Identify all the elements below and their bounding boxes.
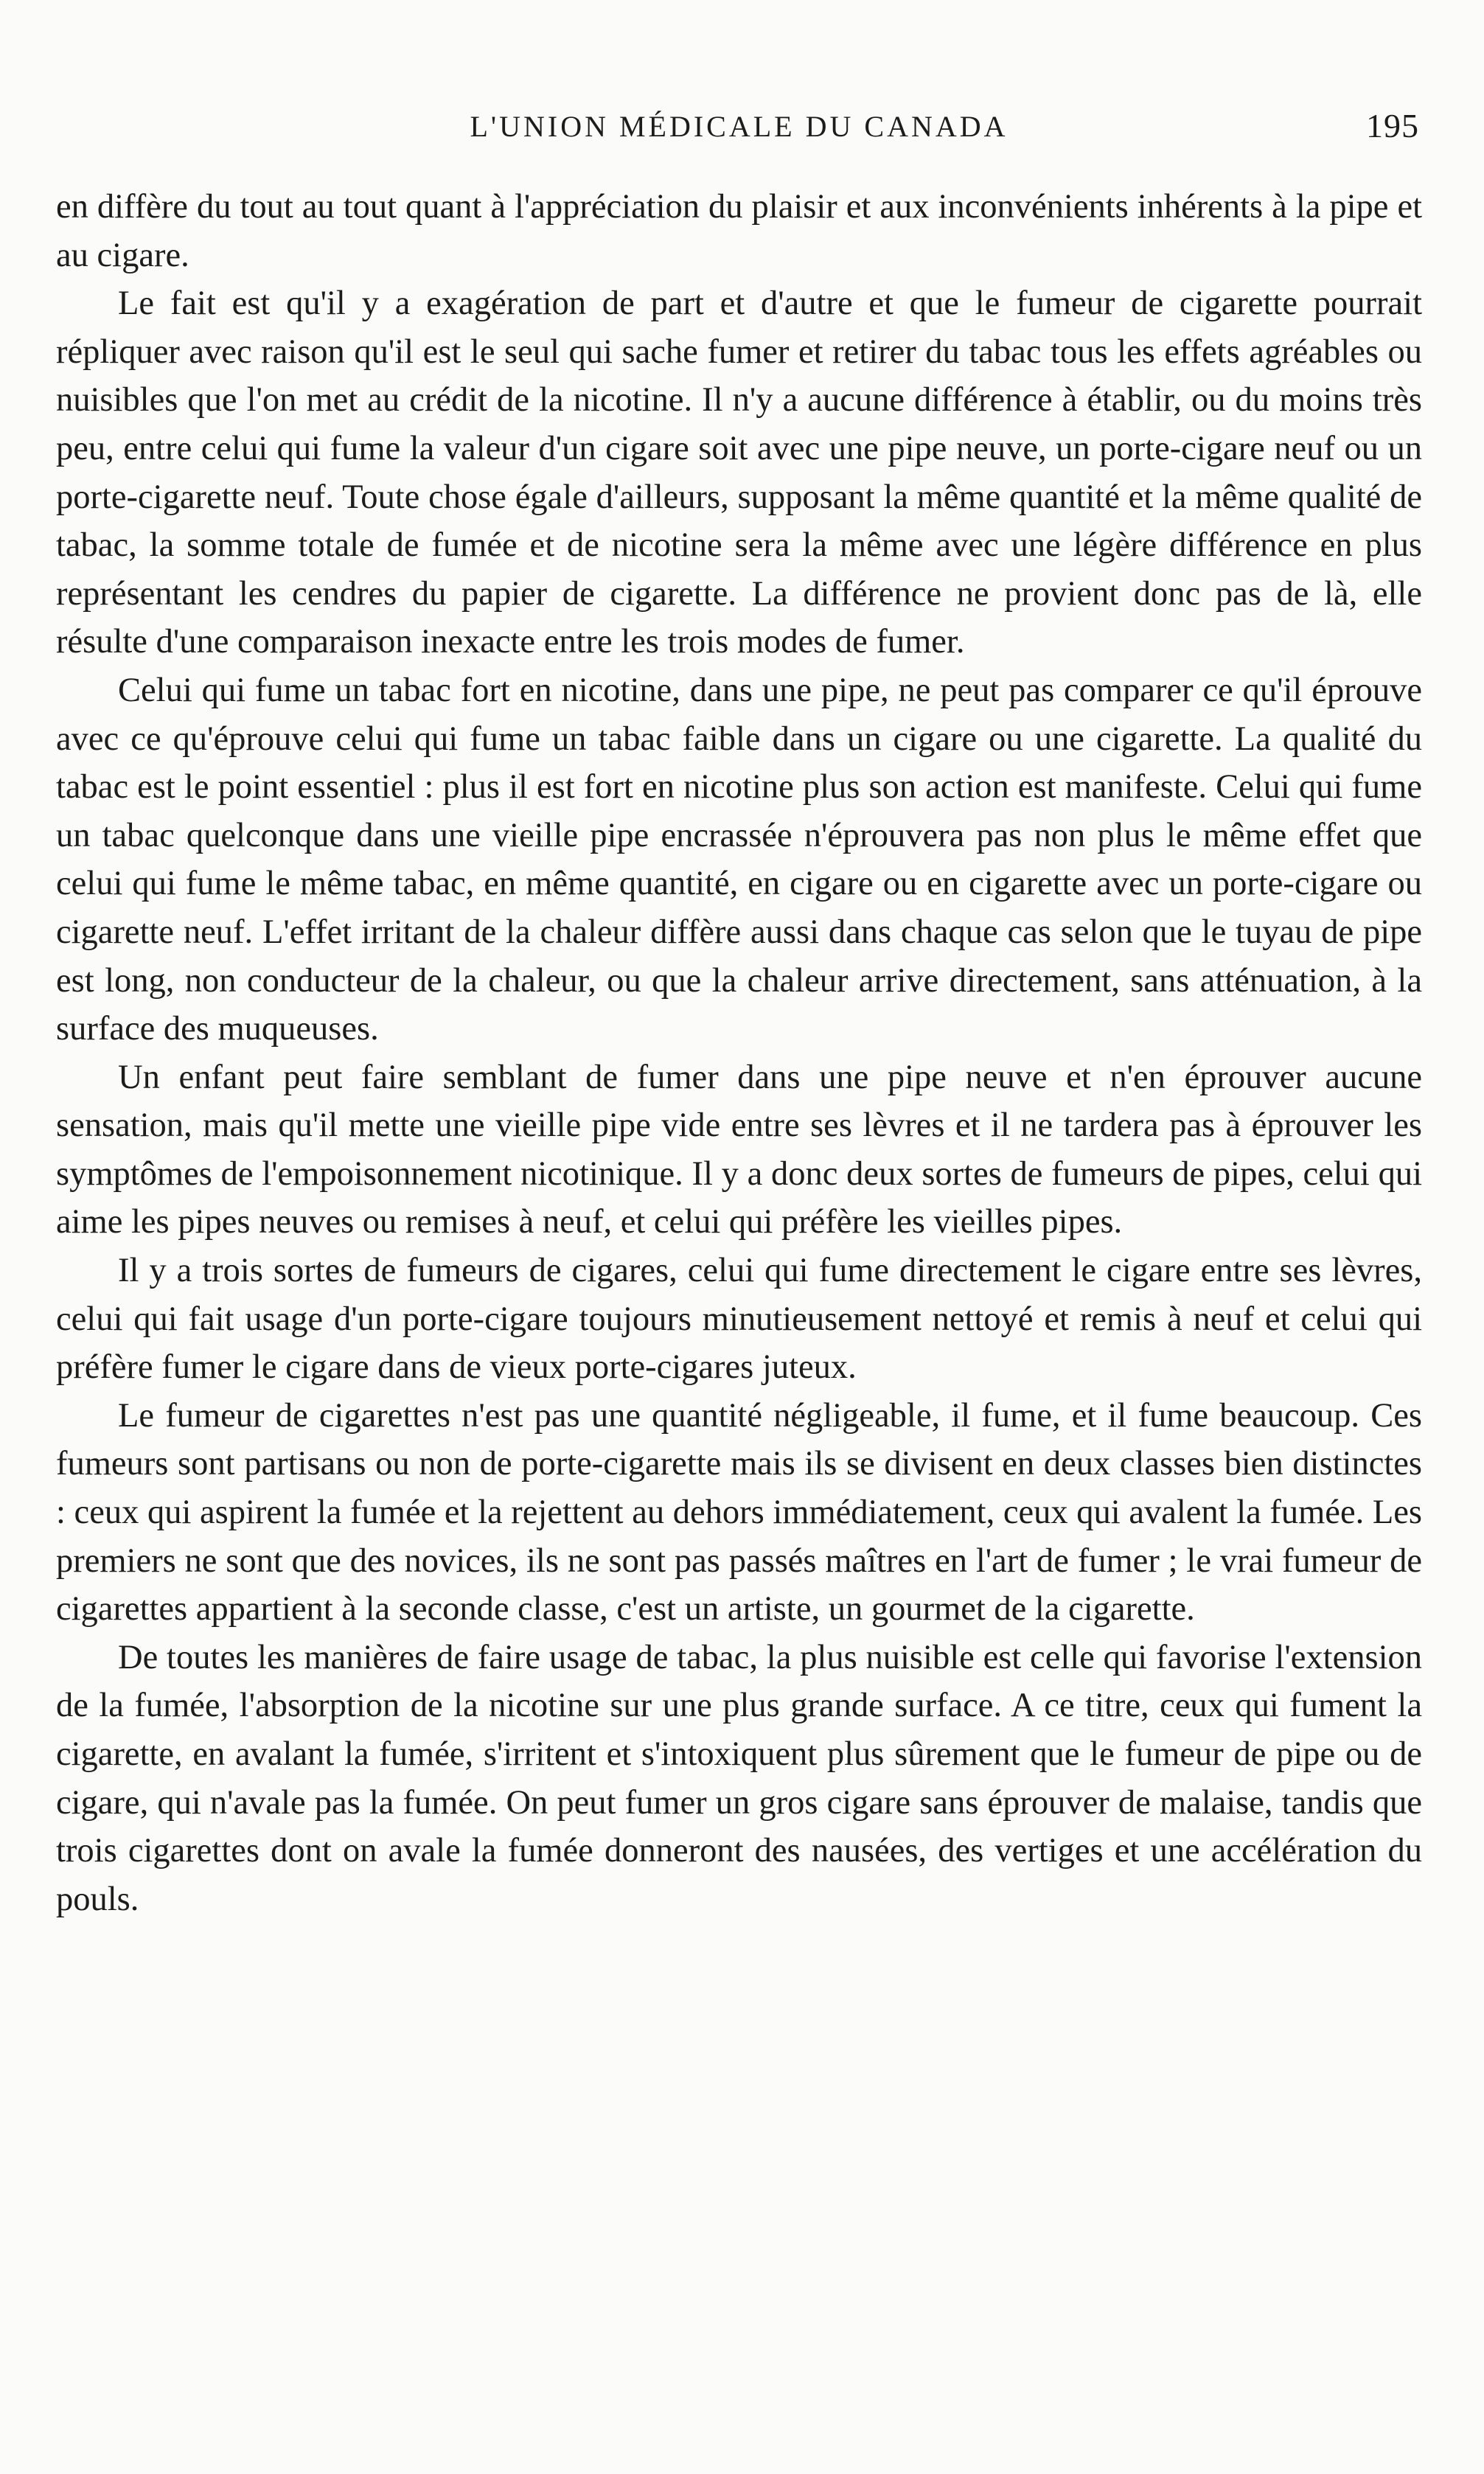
paragraph-3: Celui qui fume un tabac fort en nicotine, dans une pipe, ne peut pas comparer ce qu'il éprouve avec ce qu'éprouve celui qui fume un tabac faible dans un cigare ou une cigarette. La qualité du tabac est le point essentiel : plus il est fort en nicotine plus son action est manifeste. Celui qui fume un tabac quelconque dans une vieille pipe encrassée n'éprouvera pas non plus le même effet que celui qui fume le même tabac, en même quantité, en cigare ou en cigarette avec un porte-cigare ou cigarette neuf. L'effet irritant de la chaleur diffère aussi dans chaque cas selon que le tuyau de pipe est long, non conducteur de la chaleur, ou que la chaleur arrive directement, sans atténuation, à la surface des muqueuses. <box>56 671 1422 1048</box>
paragraph-2: Le fait est qu'il y a exagération de part et d'autre et que le fumeur de cigarette pourrait répliquer avec raison qu'il est le seul qui sache fumer et retirer du tabac tous les effets agréables ou nuisibles que l'on met au crédit de la nicotine. Il n'y a aucune différence à établir, ou du moins très peu, entre celui qui fume la valeur d'un cigare soit avec une pipe neuve, un porte-cigare neuf ou un porte-cigarette neuf. Toute chose égale d'ailleurs, supposant la même quantité et la même qualité de tabac, la somme totale de fumée et de nicotine sera la même avec une légère différence en plus représentant les cendres du papier de cigarette. La différence ne provient donc pas de là, elle résulte d'une comparaison inexacte entre les trois modes de fumer. <box>56 285 1422 661</box>
paragraph-6: Le fumeur de cigarettes n'est pas une quantité négligeable, il fume, et il fume beaucoup. Ces fumeurs sont partisans ou non de porte-cigarette mais ils se divisent en deux classes bien distinctes : ceux qui aspirent la fumée et la rejettent au dehors immédiatement, ceux qui avalent la fumée. Les premiers ne sont que des novices, ils ne sont pas passés maîtres en l'art de fumer ; le vrai fumeur de cigarettes appartient à la seconde classe, c'est un artiste, un gourmet de la cigarette. <box>56 1396 1422 1628</box>
body-text <box>56 183 1422 1923</box>
page-number: 195 <box>1366 107 1419 144</box>
paragraph-7: De toutes les manières de faire usage de tabac, la plus nuisible est celle qui favorise l'extension de la fumée, l'absorption de la nicotine sur une plus grande surface. A ce titre, ceux qui fument la cigarette, en avalant la fumée, s'irritent et s'intoxiquent plus sûrement que le fumeur de pipe ou de cigare, qui n'avale pas la fumée. On peut fumer un gros cigare sans éprouver de malaise, tandis que trois cigarettes dont on avale la fumée donneront des nausées, des vertiges et une accélération du pouls. <box>56 1638 1422 1918</box>
paragraph-1: en diffère du tout au tout quant à l'appréciation du plaisir et aux inconvénients inhérents à la pipe et au cigare. <box>56 188 1422 274</box>
page-header <box>56 109 1422 161</box>
paragraph-4: Un enfant peut faire semblant de fumer dans une pipe neuve et n'en éprouver aucune sensation, mais qu'il mette une vieille pipe vide entre ses lèvres et il ne tardera pas à éprouver les symptômes de l'empoisonnement nicotinique. Il y a donc deux sortes de fumeurs de pipes, celui qui aime les pipes neuves ou remises à neuf, et celui qui préfère les vieilles pipes. <box>56 1058 1422 1241</box>
running-title: L'UNION MÉDICALE DU CANADA <box>470 110 1009 143</box>
paragraph-5: Il y a trois sortes de fumeurs de cigares, celui qui fume directement le cigare entre ses lèvres, celui qui fait usage d'un porte-cigare toujours minutieusement nettoyé et remis à neuf et celui qui préfère fumer le cigare dans de vieux porte-cigares juteux. <box>56 1252 1422 1387</box>
